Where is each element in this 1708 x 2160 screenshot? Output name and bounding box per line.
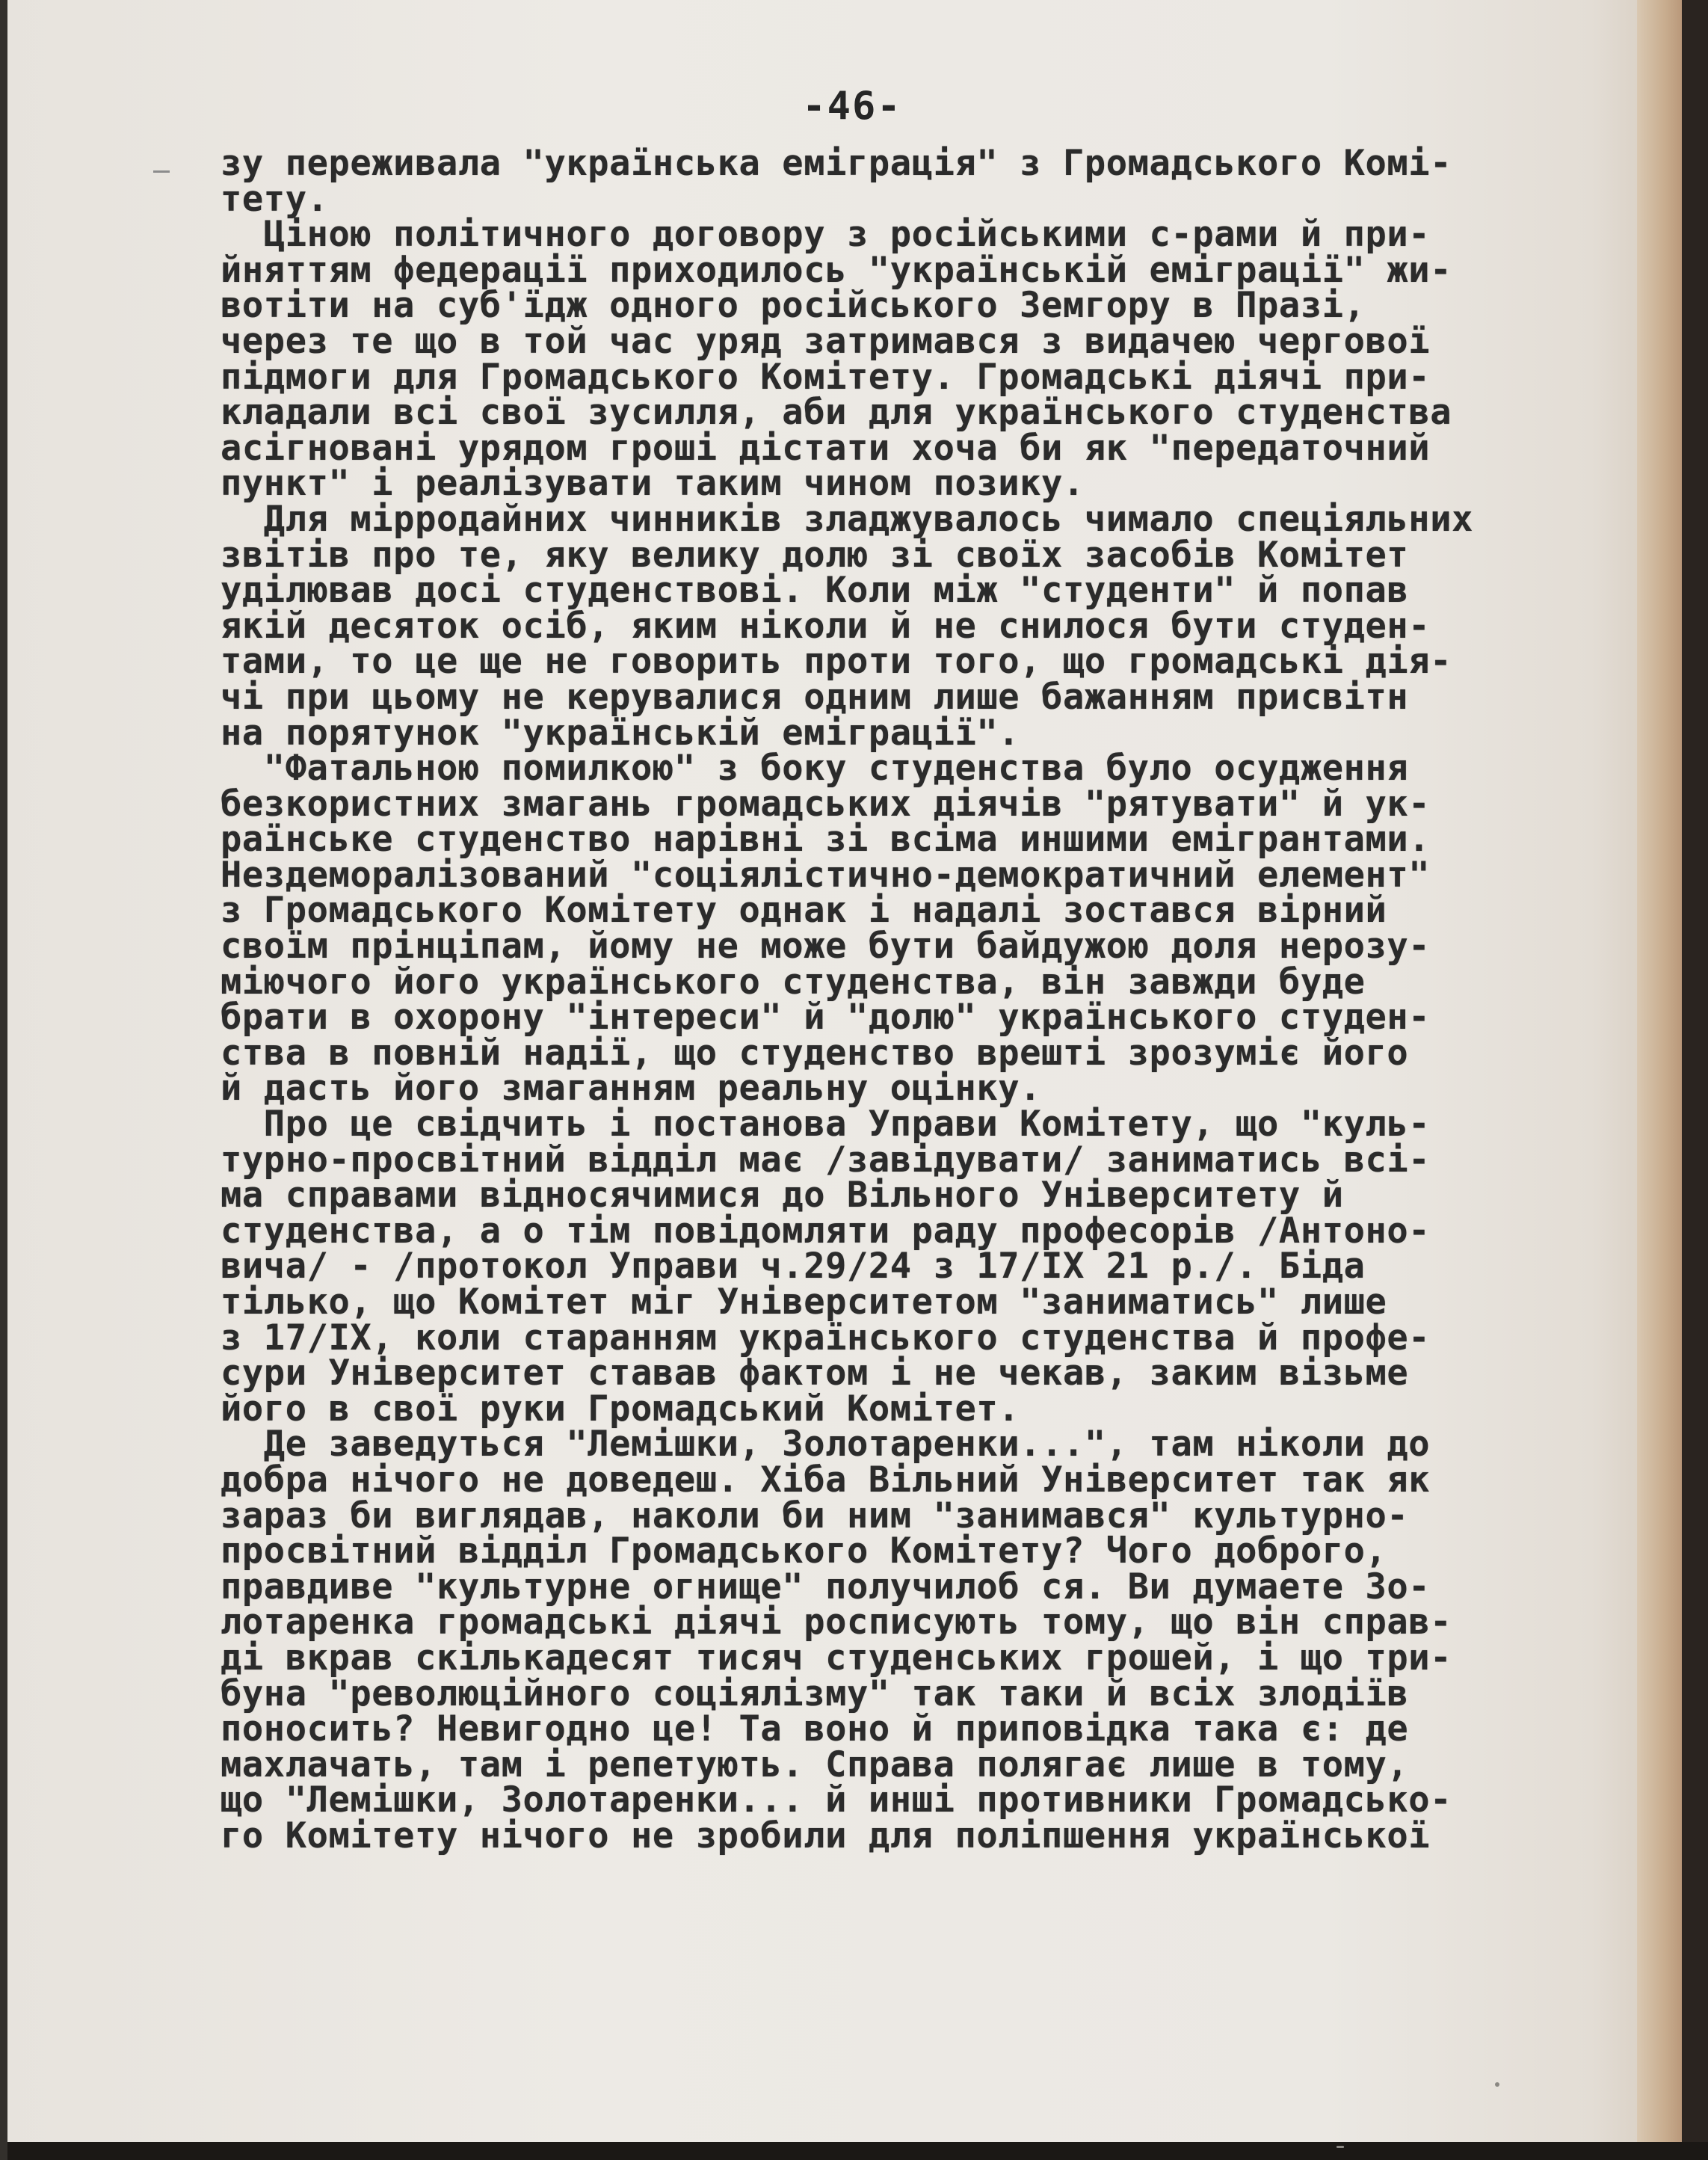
text-line: через те що в той час уряд затримався з видачею чергової <box>221 320 1431 362</box>
text-line: го Комітету нічого не зробили для поліпшення української <box>221 1815 1431 1856</box>
text-line: махлачать, там і репетують. Справа полягає лише в тому, <box>221 1744 1409 1785</box>
text-line: турно-просвітний відділ має /завідувати/ заниматись всі- <box>221 1139 1431 1181</box>
text-line: якій десяток осіб, яким ніколи й не снилося бути студен- <box>221 605 1431 647</box>
paper-speck <box>1337 2146 1344 2148</box>
text-line: поносить? Невигодно це! Та воно й приповідка така є: де <box>221 1708 1409 1750</box>
text-line: Нездеморалізований "соціялістично-демократичний елемент" <box>221 854 1431 896</box>
text-line: своїм прінціпам, йому не може бути байдужою доля нерозу- <box>221 926 1431 967</box>
text-line: на порятунок "українській еміграції". <box>221 712 1020 754</box>
text-line: з Громадського Комітету однак і надалі зостався вірний <box>221 890 1387 932</box>
text-line: асігновані урядом гроші дістати хоча би як "передаточний <box>221 427 1431 469</box>
text-line: лотаренка громадські діячі росписують тому, що він справ- <box>221 1601 1452 1643</box>
text-line: його в свої руки Громадський Комітет. <box>221 1388 1020 1430</box>
text-line: що "Лемішки, Золотаренки... й инші противники Громадсько- <box>221 1779 1452 1821</box>
text-line: зараз би виглядав, наколи би ним "занимався" культурно- <box>221 1495 1409 1536</box>
text-line: безкористних змагань громадських діячів "рятувати" й ук- <box>221 783 1431 825</box>
text-line: тілько, що Комітет міг Університетом "заниматись" лише <box>221 1281 1387 1323</box>
text-line: вича/ - /протокол Управи ч.29/24 з 17/IX 21 р./. Біда <box>221 1246 1366 1287</box>
text-line: тами, то це ще не говорить проти того, що громадські дія- <box>221 641 1452 683</box>
text-line: брати в охорону "інтереси" й "долю" українського студен- <box>221 997 1431 1039</box>
binding-edge <box>1637 0 1682 2160</box>
text-line: Де заведуться "Лемішки, Золотаренки...", там ніколи до <box>221 1424 1431 1465</box>
text-line: з 17/IX, коли старанням українського студенства й профе- <box>221 1317 1431 1359</box>
text-line: ді вкрав скількадесят тисяч студенських грошей, і що три- <box>221 1637 1452 1679</box>
text-line: підмоги для Громадського Комітету. Громадські діячі при- <box>221 356 1431 398</box>
text-line: уділював досі студенствові. Коли між "студенти" й попав <box>221 570 1409 612</box>
text-line: просвітний відділ Громадського Комітету? Чого доброго, <box>221 1530 1387 1572</box>
text-line: сури Університет ставав фактом і не чекав, заким візьме <box>221 1353 1409 1394</box>
text-line: тету. <box>221 178 329 220</box>
text-line: "Фатальною помилкою" з боку студенства було осудження <box>221 748 1409 790</box>
scan-right-border <box>1682 0 1708 2160</box>
text-line: йняттям федерації приходилось "українській еміграції" жи- <box>221 249 1452 291</box>
text-line: Для мірродайних чинників зладжувалось чимало спеціяльних <box>221 498 1473 540</box>
paper-speck <box>1495 2082 1499 2087</box>
typewritten-text <box>221 143 1618 1856</box>
text-line: добра нічого не доведеш. Хіба Вільний Університет так як <box>221 1459 1431 1501</box>
text-line: пункт" і реалізувати таким чином позику. <box>221 463 1085 505</box>
text-line: ма справами відносячимися до Вільного Університету й <box>221 1175 1344 1216</box>
text-line: Про це свідчить і постанова Управи Комітету, що "куль- <box>221 1104 1431 1145</box>
text-line: ства в повній надії, що студенство врешті зрозуміє його <box>221 1032 1409 1074</box>
page-number: -46- <box>802 84 902 129</box>
text-line: Ціною політичного договору з російськими с-рами й при- <box>221 214 1431 256</box>
scan-bottom-border <box>0 2142 1708 2160</box>
text-line: звітів про те, яку велику долю зі своїх засобів Комітет <box>221 534 1409 576</box>
text-line: буна "революційного соціялізму" так таки й всіх злодіїв <box>221 1673 1409 1714</box>
margin-mark <box>153 170 170 173</box>
text-line: міючого його українського студенства, він завжди буде <box>221 961 1366 1003</box>
text-line: чі при цьому не керувалися одним лише бажанням присвітн <box>221 676 1409 718</box>
scan-left-border <box>0 0 7 2160</box>
text-line: раїнське студенство нарівні зі всіма иншими емігрантами. <box>221 819 1431 861</box>
text-line: вотіти на суб'їдж одного російського Земгору в Празі, <box>221 285 1366 327</box>
text-line: кладали всі свої зусилля, аби для українського студенства <box>221 392 1452 434</box>
text-line: студенства, а о тім повідомляти раду професорів /Антоно- <box>221 1210 1431 1252</box>
text-line: зу переживала "українська еміграція" з Громадського Комі- <box>221 143 1452 184</box>
text-line: й дасть його змаганням реальну оцінку. <box>221 1068 1042 1110</box>
text-line: правдиве "культурне огнище" получилоб ся. Ви думаете Зо- <box>221 1566 1431 1607</box>
